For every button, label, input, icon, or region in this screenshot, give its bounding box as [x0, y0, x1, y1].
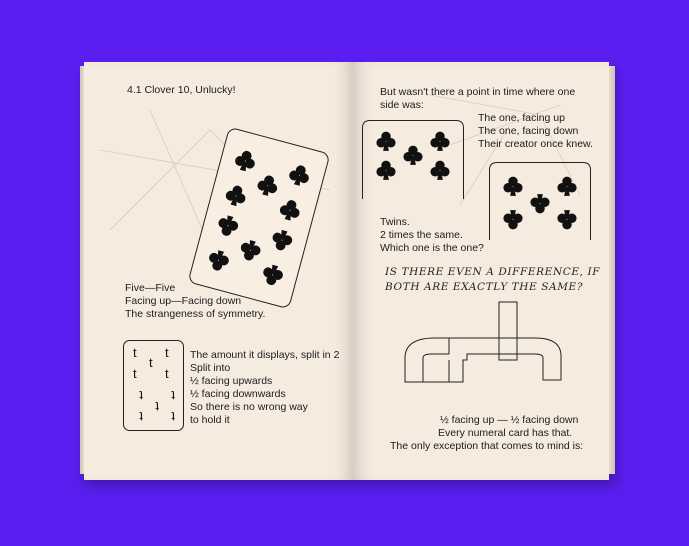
facing-line-1: The one, facing up	[478, 112, 565, 124]
twins-line-2: 2 times the same.	[380, 229, 463, 241]
section-heading: 4.1 Clover 10, Unlucky!	[127, 84, 236, 96]
svg-text:t: t	[165, 345, 169, 360]
symmetry-line-2: Facing up—Facing down	[125, 295, 242, 307]
half-card-upper	[362, 120, 466, 200]
half-card-lower	[489, 162, 593, 242]
question-line-2: BOTH ARE EXACTLY THE SAME?	[385, 281, 584, 293]
svg-text:t: t	[155, 399, 159, 414]
svg-text:t: t	[171, 388, 175, 403]
symmetry-line-1: Five—Five	[125, 282, 176, 294]
split-line-5: So there is no wrong way	[190, 401, 308, 413]
closing-line-3: The only exception that comes to mind is:	[390, 440, 584, 452]
symmetry-line-3: The strangeness of symmetry.	[125, 308, 266, 320]
svg-text:t: t	[165, 366, 169, 381]
intro-line-1: But wasn't there a point in time where one	[380, 86, 576, 98]
svg-text:t: t	[139, 388, 143, 403]
facing-line-3: Their creator once knew.	[478, 138, 593, 150]
split-line-6: to hold it	[190, 414, 230, 426]
interlocked-t-shape	[403, 298, 563, 388]
closing-line-1: ½ facing up — ½ facing down	[440, 414, 579, 426]
split-line-1: The amount it displays, split in 2	[190, 349, 340, 361]
split-line-3: ½ facing upwards	[190, 375, 273, 387]
clover-10-card	[189, 123, 329, 313]
svg-text:t: t	[171, 409, 175, 424]
split-line-4: ½ facing downwards	[190, 388, 286, 400]
page-edge-right	[609, 66, 615, 474]
closing-line-2: Every numeral card has that.	[438, 427, 573, 439]
intro-line-2: side was:	[380, 99, 424, 111]
twins-line-1: Twins.	[380, 216, 410, 228]
split-line-2: Split into	[190, 362, 231, 374]
svg-text:t: t	[139, 409, 143, 424]
facing-line-2: The one, facing down	[478, 125, 579, 137]
twins-line-3: Which one is the one?	[380, 242, 484, 254]
question-line-1: IS THERE EVEN A DIFFERENCE, IF	[385, 266, 601, 278]
svg-text:t: t	[133, 345, 137, 360]
t-glyph-card	[123, 340, 185, 432]
svg-text:t: t	[133, 366, 137, 381]
svg-text:t: t	[149, 355, 153, 370]
